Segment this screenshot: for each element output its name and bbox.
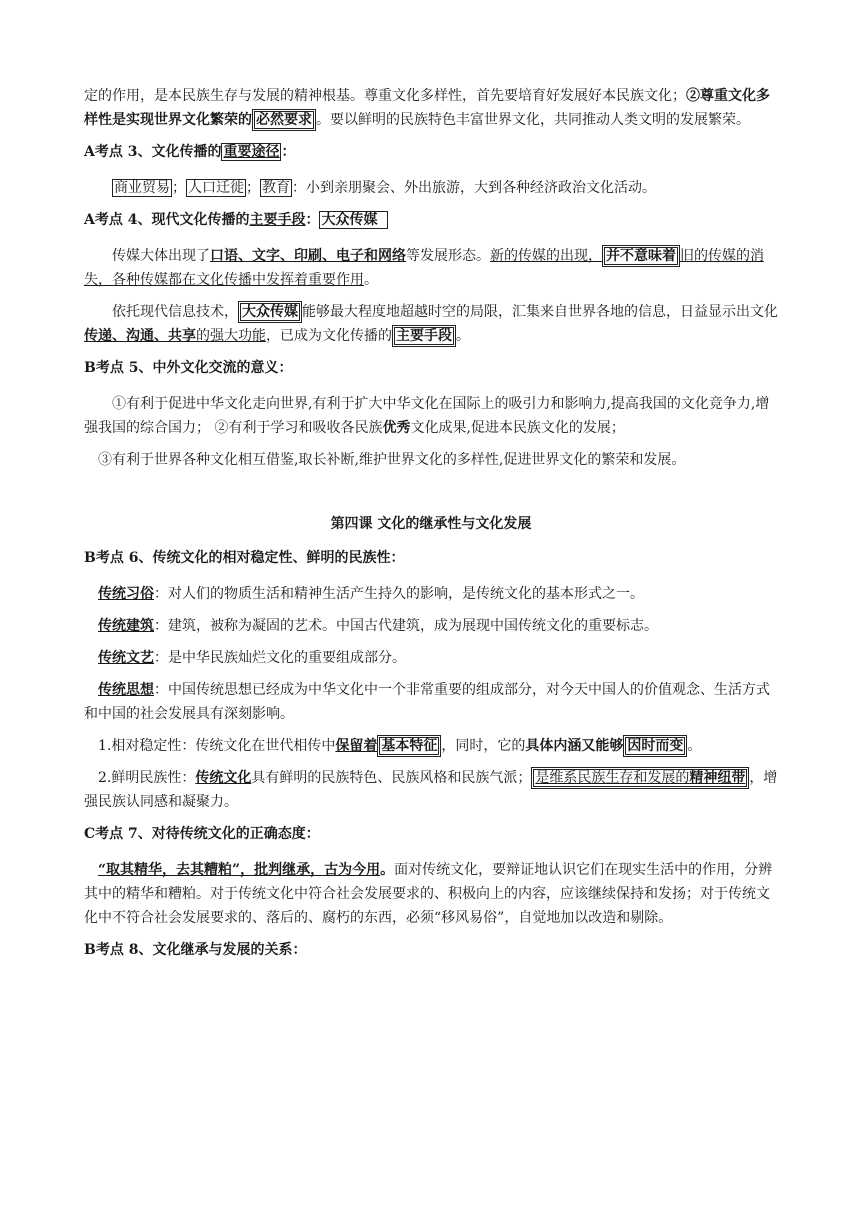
section-heading-8: B考点 8、文化继承与发展的关系： <box>84 942 307 958</box>
traditional-architecture: 传统建筑：建筑，被称为凝固的艺术。中国古代建筑，成为展现中国传统文化的重要标志。 <box>98 618 658 634</box>
section-5-item-3: ③有利于世界各种文化相互借鉴,取长补断,维护世界文化的多样性,促进世界文化的繁荣和发展。 <box>98 452 686 468</box>
section-heading-3: A考点 3、文化传播的 重要途径 ： <box>84 144 296 160</box>
boxed-term: 必然要求 <box>252 109 316 131</box>
section-heading-4: A考点 4、现代文化传播的主要手段： 大众传媒 <box>84 208 778 232</box>
section-3-body: 商业贸易 ； 人口迁徙 ； 教育 ：小到亲朋聚会、外出旅游，大到各种经济政治文化活动。 <box>114 180 656 196</box>
distinct-nationality: 2.鲜明民族性：传统文化具有鲜明的民族特色、民族风格和民族气派； 是维系民族生存和发展的精神纽带 ，增强民族认同感和凝聚力。 <box>84 766 778 814</box>
traditional-thought: 传统思想：中国传统思想已经成为中华文化中一个非常重要的组成部分，对今天中国人的价值观念、生活方式和中国的社会发展具有深刻影响。 <box>84 682 770 722</box>
section-heading-5: B考点 5、中外文化交流的意义： <box>84 360 293 376</box>
intro-paragraph: 定的作用，是本民族生存与发展的精神根基。尊重文化多样性，首先要培育好发展好本民族文化；②尊重文化多样性是实现世界文化繁荣的 必然要求 。要以鲜明的民族特色丰富世界文化，共同推动人类文明的发展繁荣。 <box>84 84 778 132</box>
relative-stability: 1.相对稳定性：传统文化在世代相传中保留着 基本特征 ，同时，它的具体内涵又能够 因时而变 。 <box>84 734 778 758</box>
section-5-item-1-2: ①有利于促进中华文化走向世界,有利于扩大中华文化在国际上的吸引力和影响力,提高我国的文化竞争力,增强我国的综合国力； ②有利于学习和吸收各民族优秀文化成果,促进本民族文化的发展； <box>84 396 770 436</box>
boxed-phrase: 是维系民族生存和发展的精神纽带 <box>531 767 749 789</box>
section-heading-6: B考点 6、传统文化的相对稳定性、鲜明的民族性： <box>84 550 405 566</box>
section-4-paragraph-a: 传媒大体出现了口语、文字、印刷、电子和网络等发展形态。新的传媒的出现， 并不意味着 旧的传媒的消失，各种传媒都在文化传播中发挥着重要作用。 <box>84 244 778 292</box>
traditional-arts: 传统文艺：是中华民族灿烂文化的重要组成部分。 <box>98 650 406 666</box>
lesson-title: 第四课 文化的继承性与文化发展 <box>330 516 532 532</box>
section-4-paragraph-b: 依托现代信息技术， 大众传媒 能够最大程度地超越时空的局限，汇集来自世界各地的信息，日益显示出文化传递、沟通、共享的强大功能，已成为文化传播的 主要手段 。 <box>84 300 778 348</box>
section-heading-7: C考点 7、对待传统文化的正确态度： <box>84 826 320 842</box>
section-7-body: “取其精华，去其糟粕”，批判继承，古为今用。面对传统文化，要辩证地认识它们在现实生活中的作用，分辨其中的精华和糟粕。对于传统文化中符合社会发展要求的、积极向上的内容，应该继续保持和发扬；对于传统文化中不符合社会发展要求的、落后的、腐朽的东西，必须“移风易俗”，自觉地加以改造和剔除。 <box>84 862 773 926</box>
traditional-customs: 传统习俗：对人们的物质生活和精神生活产生持久的影响，是传统文化的基本形式之一。 <box>98 586 644 602</box>
